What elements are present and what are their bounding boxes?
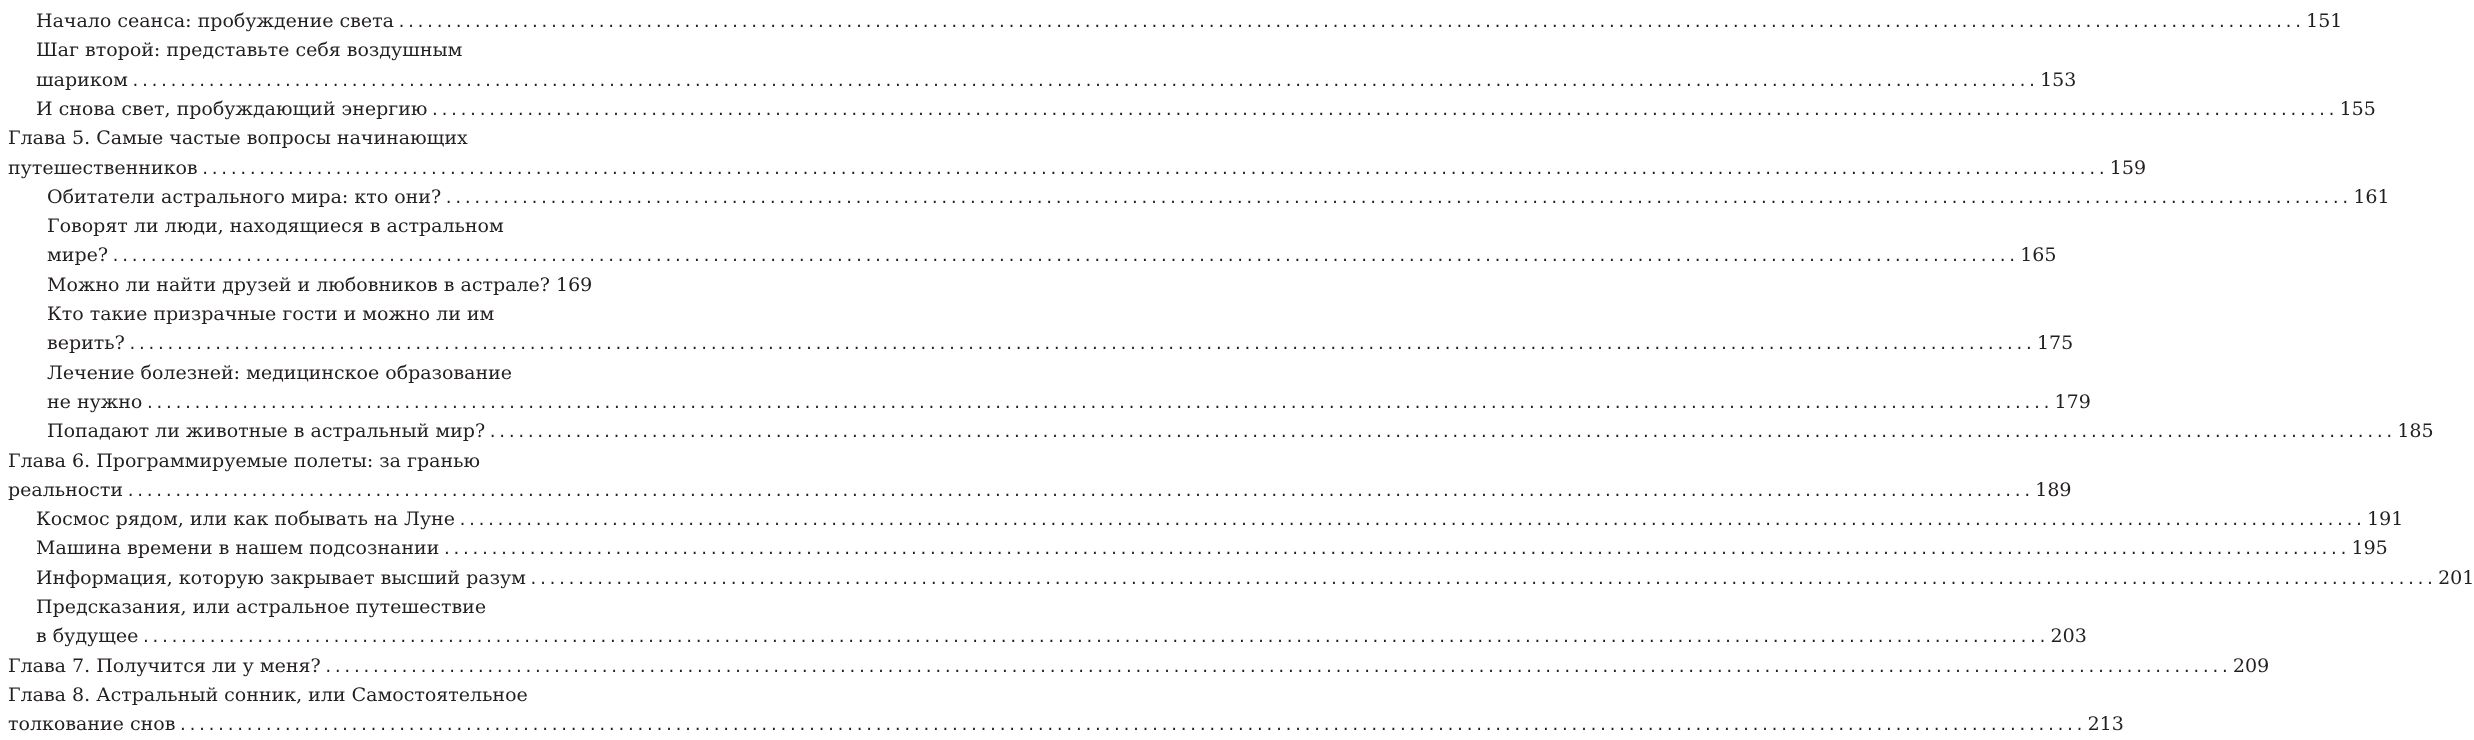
toc-entry-title: Попадают ли животные в астральный мир? (47, 420, 486, 443)
toc-section-line (47, 240, 2057, 270)
toc-chapter-line (8, 123, 580, 153)
toc-page-number: 169 (555, 273, 593, 296)
toc-dot-leader: ........................................................................................................................................................................................................ (488, 423, 2395, 442)
toc-page-number: 203 (2050, 625, 2087, 648)
toc-page-number: 155 (2339, 97, 2376, 120)
toc-entry-title: Машина времени в нашем подсознании (36, 537, 440, 560)
toc-entry-title: Лечение болезней: медицинское образование (47, 361, 513, 384)
toc-entry-title: Глава 7. Получится ли у меня? (8, 654, 321, 677)
toc-section-line (36, 533, 2388, 563)
toc-page-number: 165 (2020, 244, 2057, 267)
toc-dot-leader: ........................................................................................................................................................................................................ (200, 159, 2107, 178)
toc-page-number: 159 (2109, 156, 2147, 179)
toc-entry-title: Глава 8. Астральный сонник, или Самостоятельное (8, 683, 528, 706)
toc-dot-leader: ........................................................................................................................................................................................................ (444, 188, 2351, 207)
toc-entry-title: Шаг второй: представьте себя воздушным (36, 39, 463, 62)
toc-section-line (36, 35, 580, 65)
toc-entry-title: Глава 5. Самые частые вопросы начинающих (8, 127, 468, 150)
toc-entry-title: реальности (8, 478, 124, 501)
toc-entry-title: Кто такие призрачные гости и можно ли им (47, 303, 495, 325)
toc-dot-leader: ........................................................................................................................................................................................................ (442, 540, 2349, 559)
toc-page-number: 209 (2232, 654, 2270, 677)
toc-entry-title: Предсказания, или астральное путешествие (36, 596, 487, 618)
toc-page-number: 175 (2036, 332, 2074, 355)
toc-section-line (47, 270, 593, 300)
toc-dot-leader: ........................................................................................................................................................................................................ (430, 100, 2337, 119)
toc-entry-title: Глава 6. Программируемые полеты: за гранью (8, 449, 481, 472)
toc-dot-leader: ........................................................................................................................................................................................................ (457, 511, 2365, 530)
toc-section-line (36, 563, 2474, 593)
toc-dot-leader: ........................................................................................................................................................................................................ (145, 393, 2052, 412)
toc-section-line (36, 65, 2077, 95)
toc-dot-leader: ........................................................................................................................................................................................................ (126, 481, 2033, 500)
toc-entry-title: не нужно (47, 390, 143, 413)
toc-section-line (36, 621, 2087, 651)
toc-entry-title: Информация, которую закрывает высший разум (36, 566, 526, 589)
toc-entry-title: шариком (36, 68, 128, 91)
toc-section-line (36, 6, 2343, 36)
toc-dot-leader: ........................................................................................................................................................................................................ (130, 71, 2038, 90)
toc-chapter-line (8, 651, 2270, 681)
toc-chapter-line (8, 153, 2147, 183)
toc-chapter-line (8, 475, 2072, 505)
toc-entry-title: Космос рядом, или как побывать на Луне (36, 508, 455, 531)
toc-section-line (36, 592, 580, 622)
toc-entry-title: Начало сеанса: пробуждение света (36, 10, 394, 32)
toc-section-line (47, 299, 580, 329)
toc-section-line (47, 182, 2390, 212)
toc-section-line (47, 328, 2074, 358)
toc-section-line (47, 358, 580, 388)
toc-entry-title: Можно ли найти друзей и любовников в астрале? (47, 273, 550, 296)
toc-page-number: 151 (2306, 10, 2343, 32)
toc-entry-title: мире? (47, 244, 109, 267)
toc-section-line (36, 94, 2376, 124)
toc-page-number: 195 (2351, 537, 2388, 560)
toc-section-line (47, 387, 2091, 417)
toc-section-line (36, 504, 2404, 534)
toc-page-number: 161 (2353, 185, 2390, 208)
toc-entry-title: верить? (47, 332, 125, 355)
toc-page-number: 153 (2040, 68, 2077, 91)
toc-dot-leader: ........................................................................................................................................................................................................ (141, 628, 2048, 647)
toc-section-line (47, 211, 580, 241)
toc-dot-leader: ........................................................................................................................................................................................................ (396, 13, 2304, 31)
toc-page-number: 201 (2438, 566, 2474, 589)
toc-page-number: 213 (2087, 713, 2124, 736)
toc-page-number: 191 (2367, 508, 2404, 531)
toc-chapter-line (8, 446, 580, 476)
toc-entry-title: в будущее (36, 625, 139, 648)
toc-chapter-line (8, 709, 2124, 739)
toc-section-line (47, 416, 2434, 446)
toc-page-number: 189 (2035, 478, 2072, 501)
toc-entry-title: Говорят ли люди, находящиеся в астральном (47, 215, 504, 238)
toc-dot-leader: ........................................................................................................................................................................................................ (178, 716, 2085, 735)
toc-dot-leader: ........................................................................................................................................................................................................ (127, 335, 2034, 354)
toc-page-number: 179 (2054, 390, 2091, 413)
toc-dot-leader: ........................................................................................................................................................................................................ (528, 569, 2436, 588)
toc-entry-title: путешественников (8, 156, 198, 179)
toc-dot-leader: ........................................................................................................................................................................................................ (111, 247, 2018, 266)
toc-entry-title: И снова свет, пробуждающий энергию (36, 97, 428, 120)
toc-entry-title: толкование снов (8, 713, 176, 736)
toc-page-number: 185 (2397, 420, 2434, 443)
toc-dot-leader: ........................................................................................................................................................................................................ (323, 657, 2230, 676)
toc-entry-title: Обитатели астрального мира: кто они? (47, 185, 442, 208)
toc-chapter-line (8, 680, 580, 710)
